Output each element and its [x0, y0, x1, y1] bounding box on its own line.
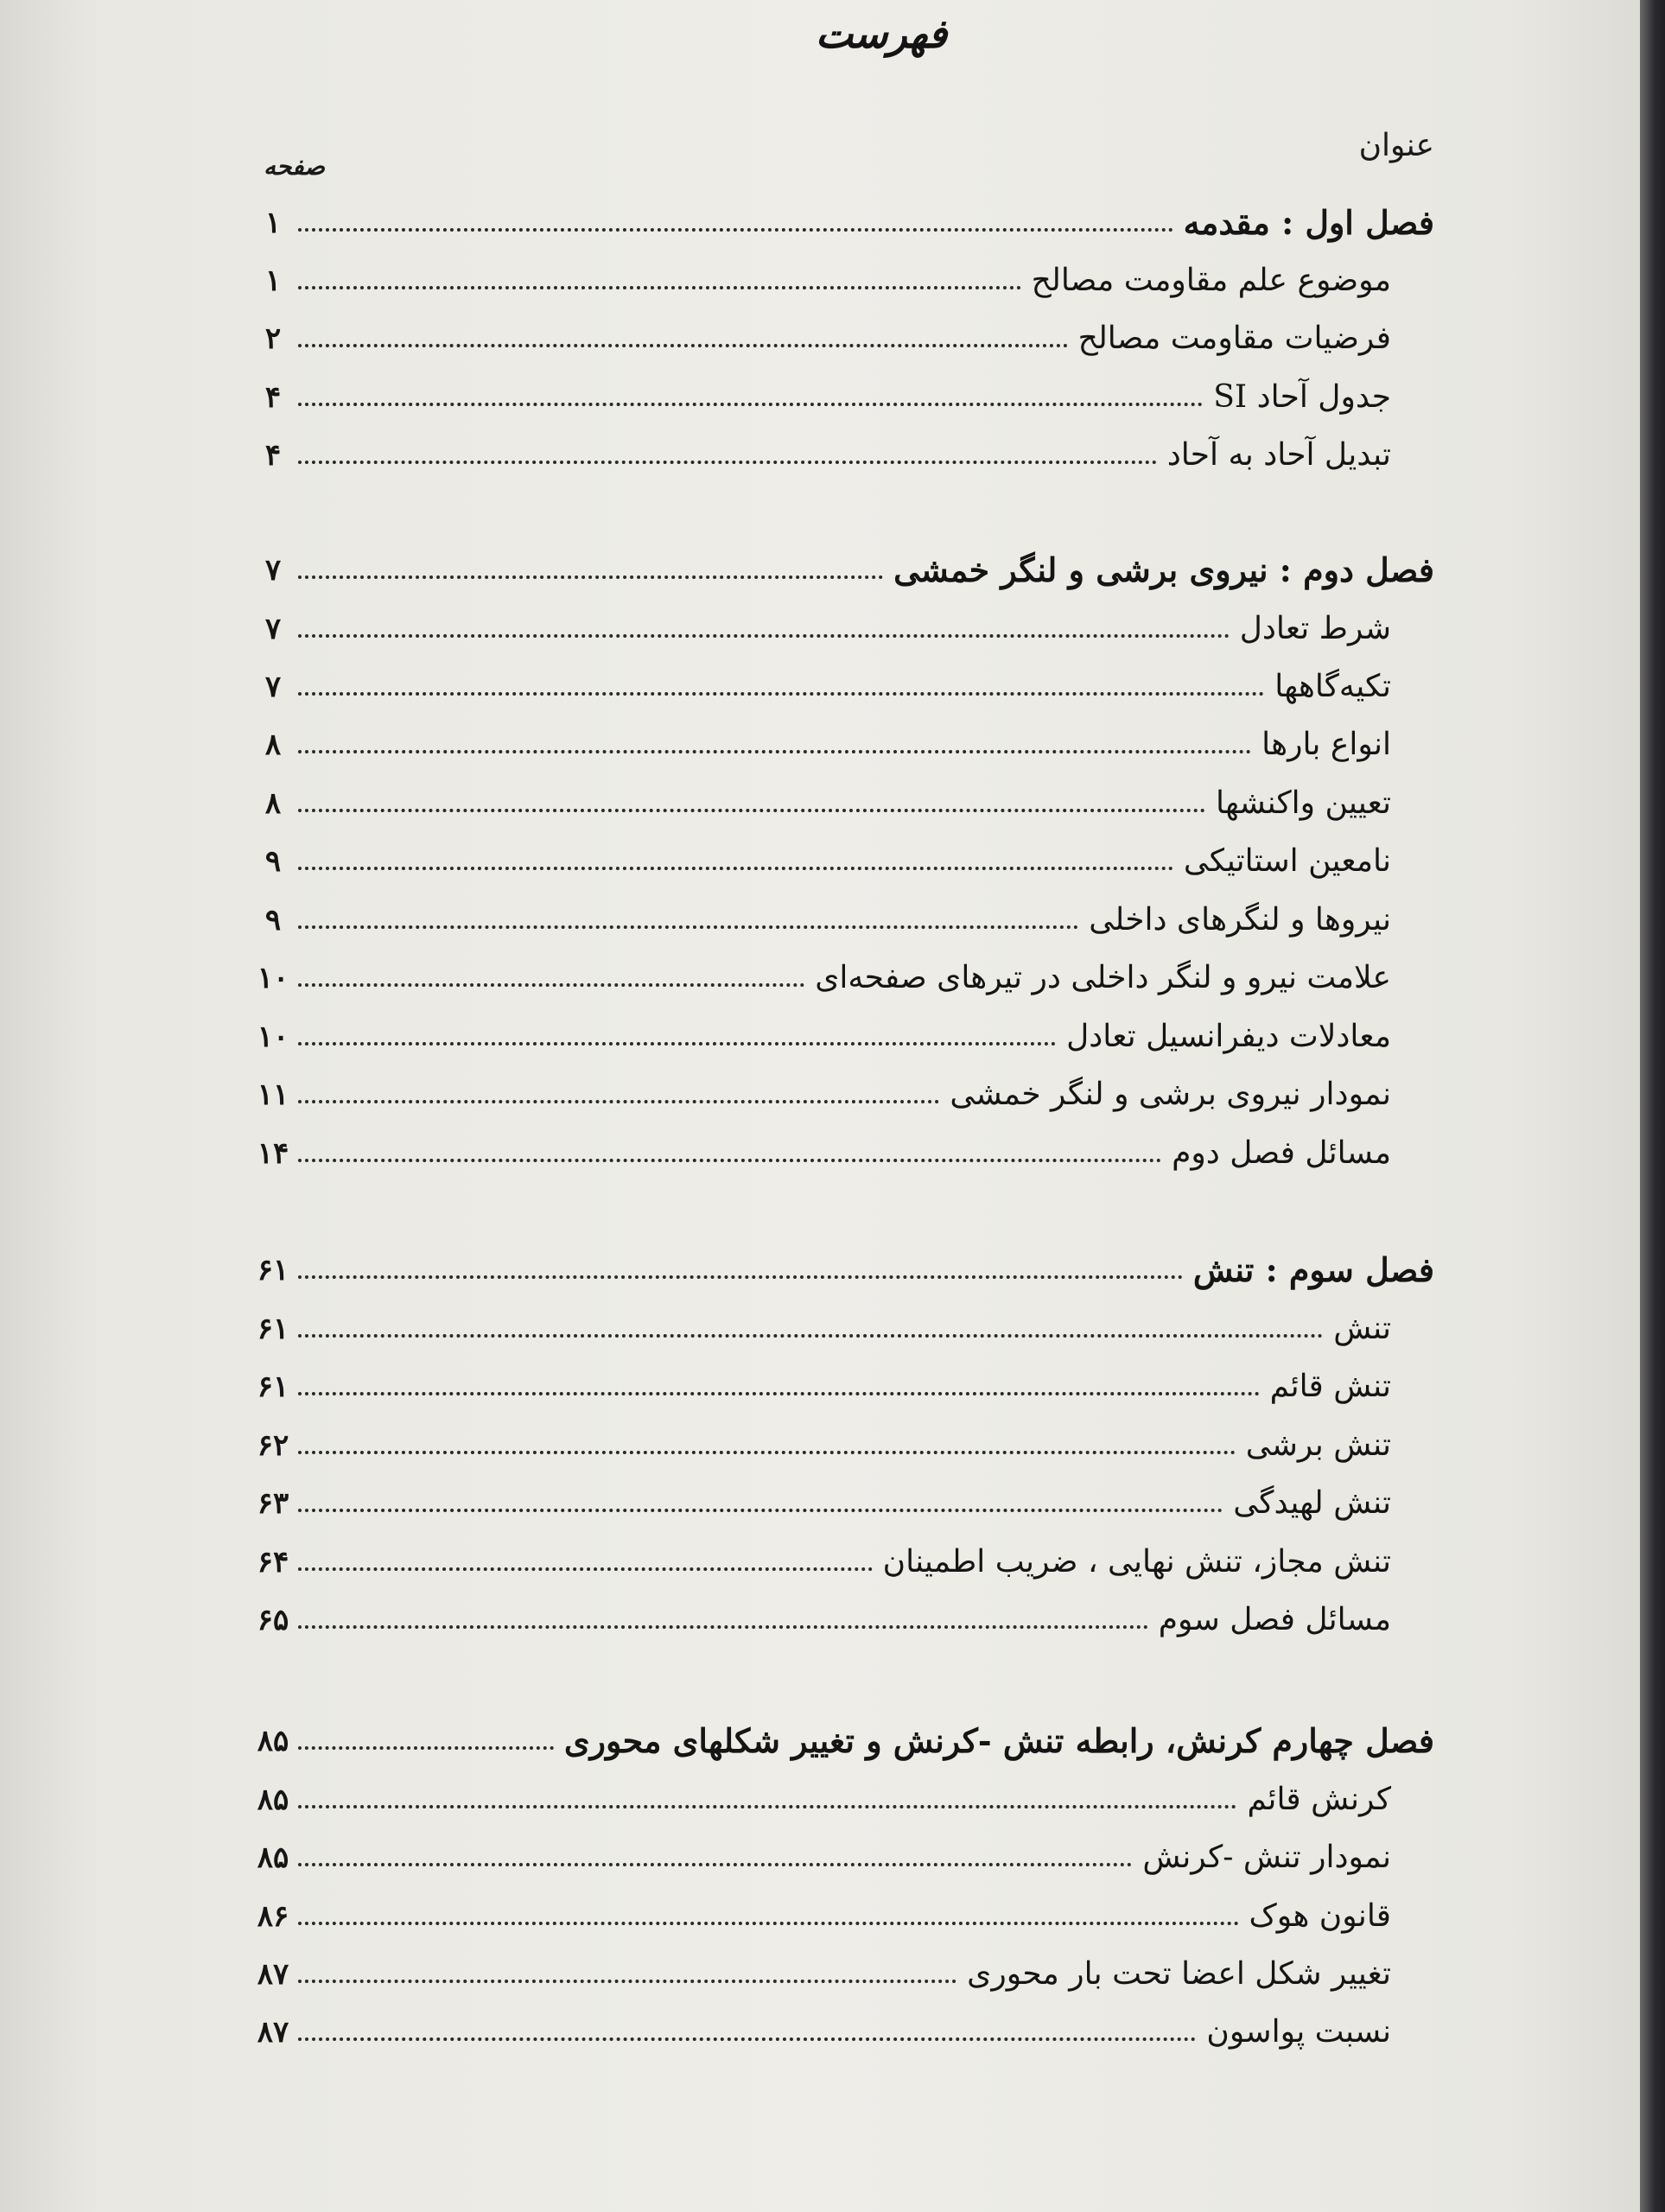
dot-leader — [298, 1980, 956, 1983]
toc-page-number: ۸۷ — [257, 1957, 289, 1992]
toc-section-row — [255, 2006, 1642, 2058]
toc-entry-title: جدول آحاد SI — [1213, 379, 1391, 415]
toc-entry-title: فرضیات مقاومت مصالح — [1077, 321, 1391, 356]
toc-chapter-row — [255, 1715, 1642, 1767]
toc-entry-title: موضوع علم مقاومت مصالح — [1031, 263, 1391, 298]
dot-leader — [298, 925, 1078, 929]
toc-section-row — [255, 429, 1642, 481]
toc-entry-title: انواع بارها — [1261, 727, 1391, 762]
toc-entry-title: مسائل فصل سوم — [1158, 1602, 1391, 1637]
toc-chapter-row — [255, 197, 1642, 249]
toc-page-number: ۸ — [264, 728, 282, 762]
toc-entry-title: نسبت پواسون — [1206, 2014, 1391, 2050]
page-edge-shadow — [1640, 0, 1665, 2212]
toc-section-row — [255, 372, 1642, 423]
toc-page-number: ۷ — [264, 612, 282, 646]
toc-entry-title: فصل دوم : نیروی برشی و لنگر خمشی — [893, 550, 1434, 589]
toc-section-row — [255, 1069, 1642, 1121]
toc-entry-title: نامعین استاتیکی — [1183, 843, 1391, 879]
toc-entry-title: تغییر شکل اعضا تحت بار محوری — [967, 1956, 1391, 1992]
toc-page-number: ۸۵ — [257, 1724, 289, 1758]
toc-entry-title: معادلات دیفرانسیل تعادل — [1066, 1019, 1391, 1054]
dot-leader — [298, 1159, 1161, 1162]
toc-entry-title: نمودار تنش -کرنش — [1142, 1840, 1391, 1875]
toc-entry-title: تنش برشی — [1245, 1427, 1391, 1463]
toc-page-number: ۶۲ — [257, 1428, 289, 1463]
toc-entry-title: تنش لهیدگی — [1233, 1485, 1391, 1521]
toc-page-number: ۱ — [264, 206, 282, 240]
dot-leader — [298, 1042, 1056, 1046]
column-header-page: صفحه — [264, 152, 326, 181]
toc-section-row — [255, 1478, 1642, 1529]
toc-entry-title: فصل چهارم کرنش، رابطه تنش -کرنش و تغییر شکلهای محوری — [563, 1721, 1434, 1760]
dot-leader — [298, 983, 804, 987]
toc-entry-title: نیروها و لنگرهای داخلی — [1089, 902, 1391, 938]
toc-section-row — [255, 313, 1642, 365]
toc-page-number: ۸۵ — [257, 1783, 289, 1817]
toc-section-row — [255, 255, 1642, 307]
toc-page-number: ۶۱ — [257, 1370, 289, 1404]
dot-leader — [298, 461, 1157, 464]
toc-page-number: ۷ — [264, 553, 282, 588]
toc-chapter-row — [255, 1244, 1642, 1296]
toc-section-row — [255, 1361, 1642, 1413]
toc-entry-title: تکیه‌گاهها — [1274, 669, 1391, 704]
toc-page-number: ۲ — [264, 321, 282, 356]
toc-page-number: ۱۰ — [257, 1020, 289, 1054]
toc-page-number: ۸۵ — [257, 1840, 289, 1875]
toc-section-row — [255, 603, 1642, 655]
dot-leader — [298, 1334, 1323, 1338]
dot-leader — [298, 1922, 1239, 1925]
dot-leader — [298, 750, 1251, 753]
toc-page-number: ۶۵ — [257, 1603, 289, 1637]
toc-entry-title: علامت نیرو و لنگر داخلی در تیرهای صفحه‌ای — [815, 960, 1391, 995]
dot-leader — [298, 1625, 1148, 1629]
toc-section-row — [255, 1891, 1642, 1942]
toc-section-row — [255, 1832, 1642, 1884]
toc-entry-title: تعیین واکنشها — [1215, 785, 1391, 821]
toc-chapter-row — [255, 544, 1642, 596]
dot-leader — [298, 1392, 1260, 1395]
dot-leader — [298, 692, 1264, 696]
toc-entry-title: مسائل فصل دوم — [1172, 1135, 1391, 1171]
dot-leader — [298, 344, 1068, 347]
dot-leader — [298, 2037, 1196, 2041]
toc-page-number: ۸۶ — [257, 1899, 289, 1934]
toc-section-row — [255, 1303, 1642, 1355]
toc-entry-title: قانون هوک — [1249, 1898, 1391, 1934]
dot-leader — [298, 1805, 1236, 1808]
toc-section-row — [255, 1420, 1642, 1471]
dot-leader — [298, 1100, 939, 1103]
toc-entry-title: فصل سوم : تنش — [1192, 1250, 1434, 1289]
toc-page-number: ۱۴ — [257, 1136, 289, 1171]
toc-section-row — [255, 1774, 1642, 1826]
toc-section-row — [255, 778, 1642, 830]
toc-page-number: ۸۷ — [257, 2015, 289, 2050]
toc-section-row — [255, 836, 1642, 887]
toc-entry-title: فصل اول : مقدمه — [1183, 203, 1434, 242]
toc-section-row — [255, 952, 1642, 1004]
dot-leader — [298, 228, 1173, 232]
dot-leader — [298, 1863, 1132, 1866]
toc-section-row — [255, 1594, 1642, 1646]
dot-leader — [298, 575, 883, 579]
toc-entry-title: تنش مجاز، تنش نهایی ، ضریب اطمینان — [882, 1544, 1391, 1580]
toc-entry-title: شرط تعادل — [1239, 611, 1391, 646]
toc-section-row — [255, 1011, 1642, 1063]
toc-entry-title: تنش — [1333, 1311, 1391, 1346]
toc-entry-title: نمودار نیروی برشی و لنگر خمشی — [950, 1077, 1391, 1112]
dot-leader — [298, 1509, 1223, 1512]
toc-page-number: ۱ — [264, 264, 282, 298]
column-header-title: عنوان — [1358, 128, 1434, 163]
dot-leader — [298, 634, 1230, 638]
toc-entry-title: تنش قائم — [1269, 1369, 1391, 1404]
toc-page-number: ۹ — [264, 844, 282, 879]
dot-leader — [298, 1451, 1236, 1454]
toc-section-row — [255, 1536, 1642, 1588]
toc-entry-title: کرنش قائم — [1247, 1782, 1391, 1817]
toc-page-number: ۶۱ — [257, 1253, 289, 1287]
dot-leader — [298, 1275, 1183, 1279]
toc-page-number: ۶۴ — [257, 1545, 289, 1580]
toc-section-row — [255, 894, 1642, 946]
dot-leader — [298, 809, 1205, 812]
toc-page-number: ۶۱ — [257, 1312, 289, 1346]
toc-page-number: ۸ — [264, 786, 282, 821]
toc-page-number: ۹ — [264, 903, 282, 938]
toc-entry-title: تبدیل آحاد به آحاد — [1166, 437, 1391, 473]
page-title: فهرست — [815, 10, 948, 57]
toc-page-number: ۶۳ — [257, 1486, 289, 1521]
dot-leader — [298, 1567, 873, 1571]
dot-leader — [298, 403, 1203, 406]
toc-page-number: ۷ — [264, 670, 282, 704]
toc-page-number: ۴ — [264, 438, 282, 473]
toc-section-row — [255, 719, 1642, 771]
toc-section-row — [255, 1948, 1642, 2000]
toc-section-row — [255, 1128, 1642, 1179]
dot-leader — [298, 867, 1173, 870]
toc-page-number: ۴ — [264, 380, 282, 415]
toc-page-number: ۱۰ — [257, 961, 289, 995]
toc-page-number: ۱۱ — [257, 1077, 289, 1112]
toc-section-row — [255, 661, 1642, 713]
dot-leader — [298, 286, 1021, 289]
dot-leader — [298, 1746, 554, 1750]
